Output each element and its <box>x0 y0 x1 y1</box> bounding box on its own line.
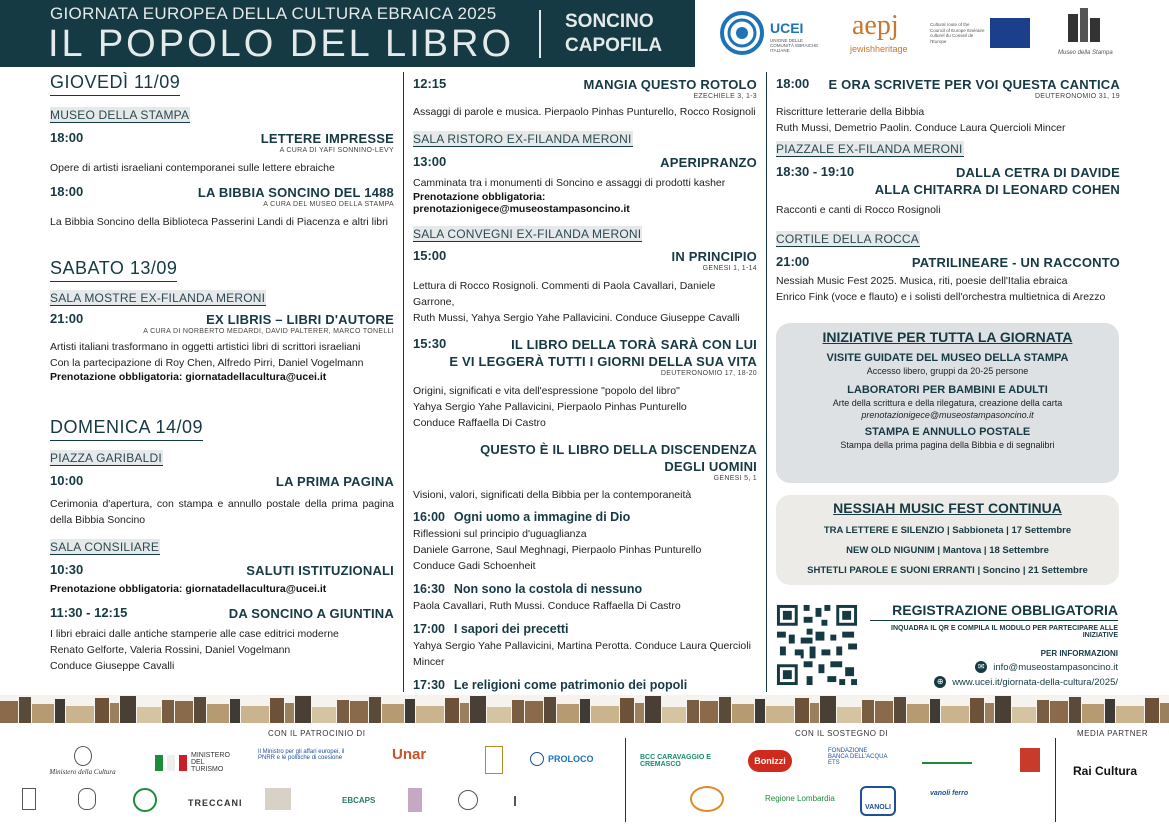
event-desc: Ruth Mussi, Demetrio Paolin. Conduce Laura Quercioli Mincer <box>776 122 1066 134</box>
ministro-affari-europei-logo: Il Ministro per gli affari europei, il PNRR e le politiche di coesione <box>258 749 345 761</box>
event-desc: Riscritture letterarie della Bibbia <box>776 106 925 118</box>
day-heading: SABATO 13/09 <box>50 258 177 282</box>
media-partner-label: MEDIA PARTNER <box>1077 729 1149 738</box>
museo-logo: Museo della Stampa <box>1058 50 1113 56</box>
event-desc: Artisti italiani trasformano in oggetti artistici libri di scrittori israeliani <box>50 341 361 353</box>
event-desc: Assaggi di parole e musica. Pierpaolo Pinhas Punturello, Rocco Rosignoli <box>413 106 756 118</box>
round-logo-icon <box>133 788 157 812</box>
box-title: NESSIAH MUSIC FEST CONTINUA <box>833 500 1062 516</box>
venue-label: PIAZZALE EX-FILANDA MERONI <box>776 142 963 156</box>
logo-icon <box>1020 748 1040 772</box>
event-curator: GENESI 5, 1 <box>713 475 757 482</box>
event-desc: Yahya Sergio Yahe Pallavicini, Pierpaolo Pinhas Punturello <box>413 401 687 413</box>
box-subtitle: LABORATORI PER BAMBINI E ADULTI <box>847 384 1048 396</box>
rai-cultura-logo: Rai Cultura <box>1073 764 1138 778</box>
event-row: 13:00 APERIPRANZO <box>413 154 757 170</box>
event-desc: Riflessioni sul principio d'uguaglianza <box>413 528 587 540</box>
venue-label: SALA CONSILIARE <box>50 540 160 554</box>
fondazione-logo: FONDAZIONE BANCA DELL'ACQUA ETS <box>828 748 888 766</box>
illustration-logo-icon <box>265 788 291 810</box>
event-curator: A CURA DI NORBERTO MEDARDI, DAVID PALTERER, MARCO TONELLI <box>143 328 394 335</box>
event-desc: Origini, significati e vita dell'espressione "popolo del libro" <box>413 385 680 397</box>
registration-sub: INQUADRA IL QR E COMPILA IL MODULO PER PARTECIPARE ALLE INIZIATIVE <box>891 625 1118 639</box>
event-desc: La Bibbia Soncino della Biblioteca Passerini Landi di Piacenza e altri libri <box>50 216 388 228</box>
museo-logo-icon <box>1060 6 1108 46</box>
ucei-sub: UNIONE DELLE COMUNITÀ EBRAICHE ITALIANE <box>770 38 819 53</box>
proloco-logo: PROLOCO <box>548 754 594 764</box>
bonizzi-logo: Bonizzi <box>748 750 792 772</box>
session-row: 17:30 Le religioni come patrimonio dei popoli <box>413 678 688 692</box>
unpli-logo-icon <box>530 752 544 766</box>
event-desc: Camminata tra i monumenti di Soncino e assaggi di prodotti kasher <box>413 177 726 189</box>
web-contact[interactable]: ⊕ www.ucei.it/giornata-della-cultura/2025/ <box>870 676 1118 688</box>
column-sunday-evening <box>776 72 1120 305</box>
event-desc: Con la partecipazione di Roy Chen, Alfredo Pirri, Daniel Vogelmann <box>50 357 364 369</box>
box-subtitle: VISITE GUIDATE DEL MUSEO DELLA STAMPA <box>826 352 1069 364</box>
footer-logos <box>0 724 1169 826</box>
event-desc: Conduce Raffaella Di Castro <box>413 417 546 429</box>
event-row: 11:30 - 12:15 DA SONCINO A GIUNTINA <box>50 605 394 621</box>
registration-block <box>870 602 1118 688</box>
event-desc: Nessiah Music Fest 2025. Musica, riti, poesie dell'Italia ebraica <box>776 275 1068 287</box>
event-row: 10:30 SALUTI ISTITUZIONALI <box>50 562 394 578</box>
ucei-logo: UCEI <box>770 20 804 36</box>
capofila-label <box>565 10 662 58</box>
ebcaps-logo: EBCAPS <box>342 796 376 805</box>
event-booking: Prenotazione obbligatoria: giornatadellacultura@ucei.it <box>50 583 327 595</box>
event-row: 21:00 EX LIBRIS – LIBRI D'AUTORE <box>50 311 394 327</box>
event-desc: Opere di artisti israeliani contemporanei sulle lettere ebraiche <box>50 162 335 174</box>
header-title: IL POPOLO DEL LIBRO <box>48 23 515 65</box>
event-booking: Prenotazione obbligatoria: prenotazionigece@museostampasoncino.it <box>413 191 630 215</box>
nessiah-fest-box <box>776 495 1119 585</box>
venue-label: CORTILE DELLA ROCCA <box>776 232 919 246</box>
event-row: 18:00 LETTERE IMPRESSE <box>50 130 394 146</box>
vanoli-logo: VANOLI <box>860 786 896 816</box>
box-subtitle: STAMPA E ANNULLO POSTALE <box>864 426 1031 438</box>
logo-icon <box>408 788 422 812</box>
venue-label: SALA RISTORO EX-FILANDA MERONI <box>413 132 632 146</box>
event-desc: Enrico Fink (voce e flauto) e i solisti dell'orchestra multietnica di Arezzo <box>776 291 1106 303</box>
logo-icon <box>458 790 478 810</box>
event-title: QUESTO È IL LIBRO DELLA DISCENDENZA DEGLI UOMINI <box>480 442 757 474</box>
regione-lombardia-logo: Regione Lombardia <box>765 794 835 803</box>
top-logos <box>700 0 1169 67</box>
logo-icon <box>514 796 606 806</box>
event-desc: Paola Cavallari, Ruth Mussi. Conduce Raffaella Di Castro <box>413 600 681 612</box>
day-heading: GIOVEDÌ 11/09 <box>50 72 180 96</box>
crest-icon <box>22 788 36 810</box>
ucei-logo-icon <box>718 10 768 56</box>
event-curator: A CURA DI YAFI SONNINO-LEVY <box>279 147 394 154</box>
event-desc: Renato Gelforte, Valeria Rossini, Daniel Vogelmann <box>50 644 291 656</box>
email-contact[interactable]: ✉ info@museostampasoncino.it <box>870 661 1118 673</box>
event-desc: I libri ebraici dalle antiche stamperie alle case editrici moderne <box>50 628 339 640</box>
event-curator: A CURA DEL MUSEO DELLA STAMPA <box>263 201 394 208</box>
session-row: 16:30 Non sono la costola di nessuno <box>413 582 643 596</box>
ministero-turismo-logo: MINISTERO DEL TURISMO <box>155 752 235 773</box>
event-desc: Daniele Garrone, Saul Meghnagi, Pierpaolo Pinhas Punturello <box>413 544 702 556</box>
event-row: 10:00 LA PRIMA PAGINA <box>50 473 394 489</box>
event-row: 21:00 PATRILINEARE - UN RACCONTO <box>776 254 1120 270</box>
ministero-cultura-logo: Ministero della Cultura <box>45 746 120 776</box>
event-row: 18:00 E ORA SCRIVETE PER VOI QUESTA CANTICA <box>776 76 1120 92</box>
mail-icon: ✉ <box>975 661 987 673</box>
event-curator: EZECHIELE 3, 1-3 <box>693 93 757 100</box>
registration-title: REGISTRAZIONE OBBLIGATORIA <box>870 602 1118 621</box>
event-curator: GENESI 1, 1-14 <box>702 265 757 272</box>
bcc-logo: BCC CARAVAGGIO E CREMASCO <box>640 754 711 768</box>
patronage-label: CON IL PATROCINIO DI <box>268 729 366 738</box>
unar-logo: Unar <box>392 746 427 763</box>
box-text: Accesso libero, gruppi da 20-25 persone <box>866 366 1029 376</box>
event-booking: Prenotazione obbligatoria: giornatadellacultura@ucei.it <box>50 371 327 383</box>
crest-icon <box>78 788 96 810</box>
column-divider <box>766 72 767 692</box>
globe-icon: ⊕ <box>934 676 946 688</box>
venue-label: MUSEO DELLA STAMPA <box>50 108 190 122</box>
header-banner <box>0 0 695 67</box>
box-line: SHTETLI PAROLE E SUONI ERRANTI | Soncino | 21 Settembre <box>807 565 1088 576</box>
capofila-city: SONCINO <box>565 11 654 32</box>
aepj-logo: aepj <box>852 10 899 41</box>
box-title: INIZIATIVE PER TUTTA LA GIORNATA <box>822 329 1073 345</box>
column-thursday-saturday-sunday <box>50 72 394 674</box>
capofila-role: CAPOFILA <box>565 35 663 56</box>
coe-flag-icon <box>990 18 1030 48</box>
box-email: prenotazionigece@museostampasoncino.it <box>861 410 1034 420</box>
logo-icon <box>922 750 972 764</box>
box-text: Stampa della prima pagina della Bibbia e di segnalibri <box>840 440 1055 450</box>
qr-code-icon[interactable] <box>774 602 860 688</box>
footer-divider <box>1055 738 1056 822</box>
emblem-icon <box>74 746 92 766</box>
event-row: 12:15 MANGIA QUESTO ROTOLO <box>413 76 757 92</box>
event-desc: Ruth Mussi, Yahya Sergio Yahe Pallavicini. Conduce Giuseppe Cavalli <box>413 312 740 324</box>
anci-logo-icon <box>485 746 503 774</box>
box-line: TRA LETTERE E SILENZIO | Sabbioneta | 17 Settembre <box>823 525 1072 536</box>
event-curator: DEUTERONOMIO 31, 19 <box>1034 93 1120 100</box>
event-curator: DEUTERONOMIO 17, 18-20 <box>660 370 757 377</box>
support-label: CON IL SOSTEGNO DI <box>795 729 889 738</box>
session-row: 16:00 Ogni uomo a immagine di Dio <box>413 510 631 524</box>
coe-text: Cultural route of the Council of Europe Itinéraire culturel du Conseil de l'Europe <box>930 22 985 44</box>
all-day-initiatives-box <box>776 323 1119 483</box>
logo-icon <box>690 786 724 812</box>
event-desc: Cerimonia d'apertura, con stampa e annullo postale della prima pagina della Bibbia Soncino <box>50 498 394 526</box>
header-divider <box>539 10 541 58</box>
event-desc: Conduce Giuseppe Cavalli <box>50 660 175 672</box>
day-heading: DOMENICA 14/09 <box>50 417 203 441</box>
event-desc: Lettura di Rocco Rosignoli. Commenti di Paola Cavallari, Daniele Garrone, <box>413 280 716 308</box>
box-line: NEW OLD NIGUNIM | Mantova | 18 Settembre <box>846 545 1049 556</box>
event-row: 15:30 IL LIBRO DELLA TORÀ SARÀ CON LUI E VI LEGGERÀ TUTTI I GIORNI DELLA SUA VITA <box>413 336 757 369</box>
column-divider <box>403 72 404 692</box>
column-sunday-afternoon <box>413 72 757 710</box>
event-row: 15:00 IN PRINCIPIO <box>413 248 757 264</box>
event-row: 18:00 LA BIBBIA SONCINO DEL 1488 <box>50 184 394 200</box>
event-desc: Yahya Sergio Yahe Pallavicini, Martina Perotta. Conduce Laura Quercioli Mincer <box>413 640 751 668</box>
books-strip-illustration <box>0 695 1169 723</box>
session-row: 17:00 I sapori dei precetti <box>413 622 569 636</box>
venue-label: PIAZZA GARIBALDI <box>50 451 162 465</box>
info-label: PER INFORMAZIONI <box>1040 649 1118 658</box>
event-desc: Visioni, valori, significati della Bibbia per la contemporaneità <box>413 489 692 501</box>
treccani-logo: TRECCANI <box>188 798 243 808</box>
aepj-sub: jewishheritage <box>850 44 908 54</box>
footer-divider <box>625 738 626 822</box>
box-text: Arte della scrittura e della rilegatura, creazione della carta <box>832 398 1063 408</box>
vanoli-ferro-logo: vanoli ferro <box>930 790 969 797</box>
event-row: 18:30 - 19:10 DALLA CETRA DI DAVIDE ALLA CHITARRA DI LEONARD COHEN <box>776 164 1120 197</box>
event-desc: Conduce Gadi Schoenheit <box>413 560 536 572</box>
header-subtitle: GIORNATA EUROPEA DELLA CULTURA EBRAICA 2025 <box>50 4 497 23</box>
event-desc: Racconti e canti di Rocco Rosignoli <box>776 204 941 216</box>
venue-label: SALA CONVEGNI EX-FILANDA MERONI <box>413 227 642 241</box>
venue-label: SALA MOSTRE EX-FILANDA MERONI <box>50 291 266 305</box>
